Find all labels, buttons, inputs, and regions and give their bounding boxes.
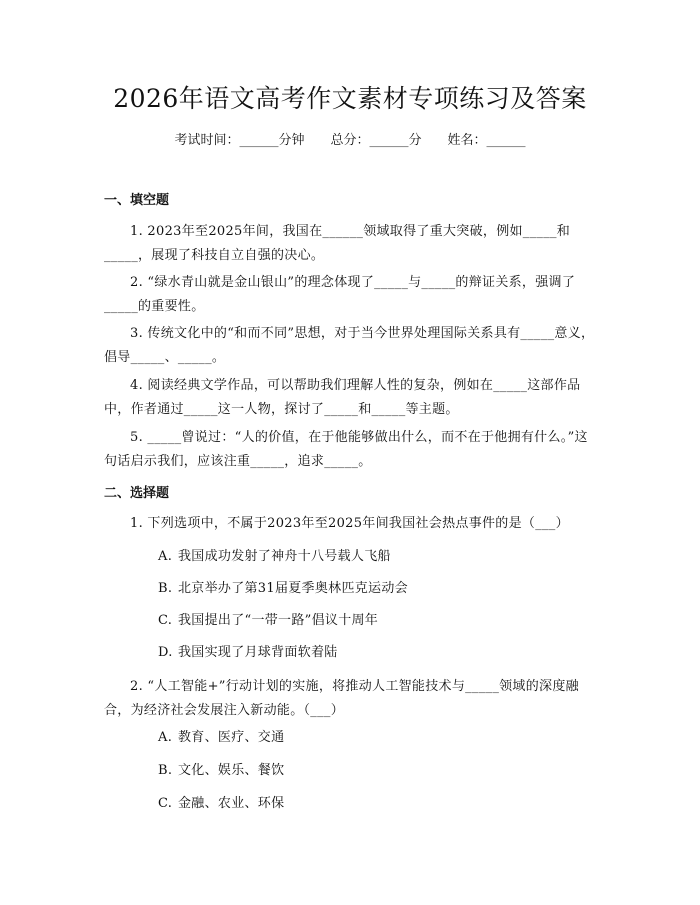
total-score-field: 总分：______分 [330,133,422,148]
option-text: 北京举办了第31届夏季奥林匹克运动会 [178,581,408,596]
option-text: 教育、医疗、交通 [178,730,285,745]
choice-question-2-option-a [158,728,284,748]
choice-question-2-stem: 2. “人工智能+”行动计划的实施，将推动人工智能技术与_____领域的深度融合，为经济社会发展注入新动能。（___） [104,679,579,718]
choice-question-1-option-d [158,643,338,663]
choice-question-1-option-b [158,579,408,599]
page-title: 2026年语文高考作文素材专项练习及答案 [113,84,587,113]
option-text: 我国成功发射了神舟十八号载人飞船 [178,549,391,564]
option-letter: D. [158,645,173,660]
option-letter: C. [158,796,173,811]
option-text: 我国提出了“一带一路”倡议十周年 [178,613,379,628]
fill-blank-question-1: 1. 2023年至2025年间，我国在______领域取得了重大突破，例如_____和_____，展现了科技自立自强的决心。 [104,224,571,263]
section-heading-fill-blank: 一、填空题 [104,193,170,208]
student-name-field: 姓名：______ [447,133,526,148]
option-letter: A. [158,730,173,745]
option-letter: C. [158,613,173,628]
choice-question-2-option-c [158,794,284,814]
fill-blank-question-3: 3. 传统文化中的“和而不同”思想，对于当今世界处理国际关系具有_____意义，倡导_____、_____。 [104,326,595,365]
option-text: 文化、娱乐、餐饮 [178,763,285,778]
choice-question-2-option-b [158,761,284,781]
option-text: 我国实现了月球背面软着陆 [178,645,338,660]
option-letter: B. [158,581,173,596]
option-letter: B. [158,763,173,778]
option-letter: A. [158,549,173,564]
option-text: 金融、农业、环保 [178,796,285,811]
fill-blank-question-5: 5. _____曾说过：“人的价值，在于他能够做出什么，而不在于他拥有什么。”这句话启示我们，应该注重_____，追求_____。 [104,430,588,469]
choice-question-1-option-a [158,547,391,567]
fill-blank-question-4: 4. 阅读经典文学作品，可以帮助我们理解人性的复杂，例如在_____这部作品中，作者通过_____这一人物，探讨了_____和_____等主题。 [104,378,581,417]
section-heading-multiple-choice: 二、选择题 [104,486,170,501]
choice-question-1-stem: 1. 下列选项中，不属于2023年至2025年间我国社会热点事件的是（___） [130,516,569,531]
fill-blank-question-2: 2. “绿水青山就是金山银山”的理念体现了_____与_____的辩证关系，强调了_____的重要性。 [104,275,576,314]
exam-time-field: 考试时间：______分钟 [174,133,305,148]
choice-question-1-option-c [158,611,378,631]
exam-meta-line [0,131,700,151]
